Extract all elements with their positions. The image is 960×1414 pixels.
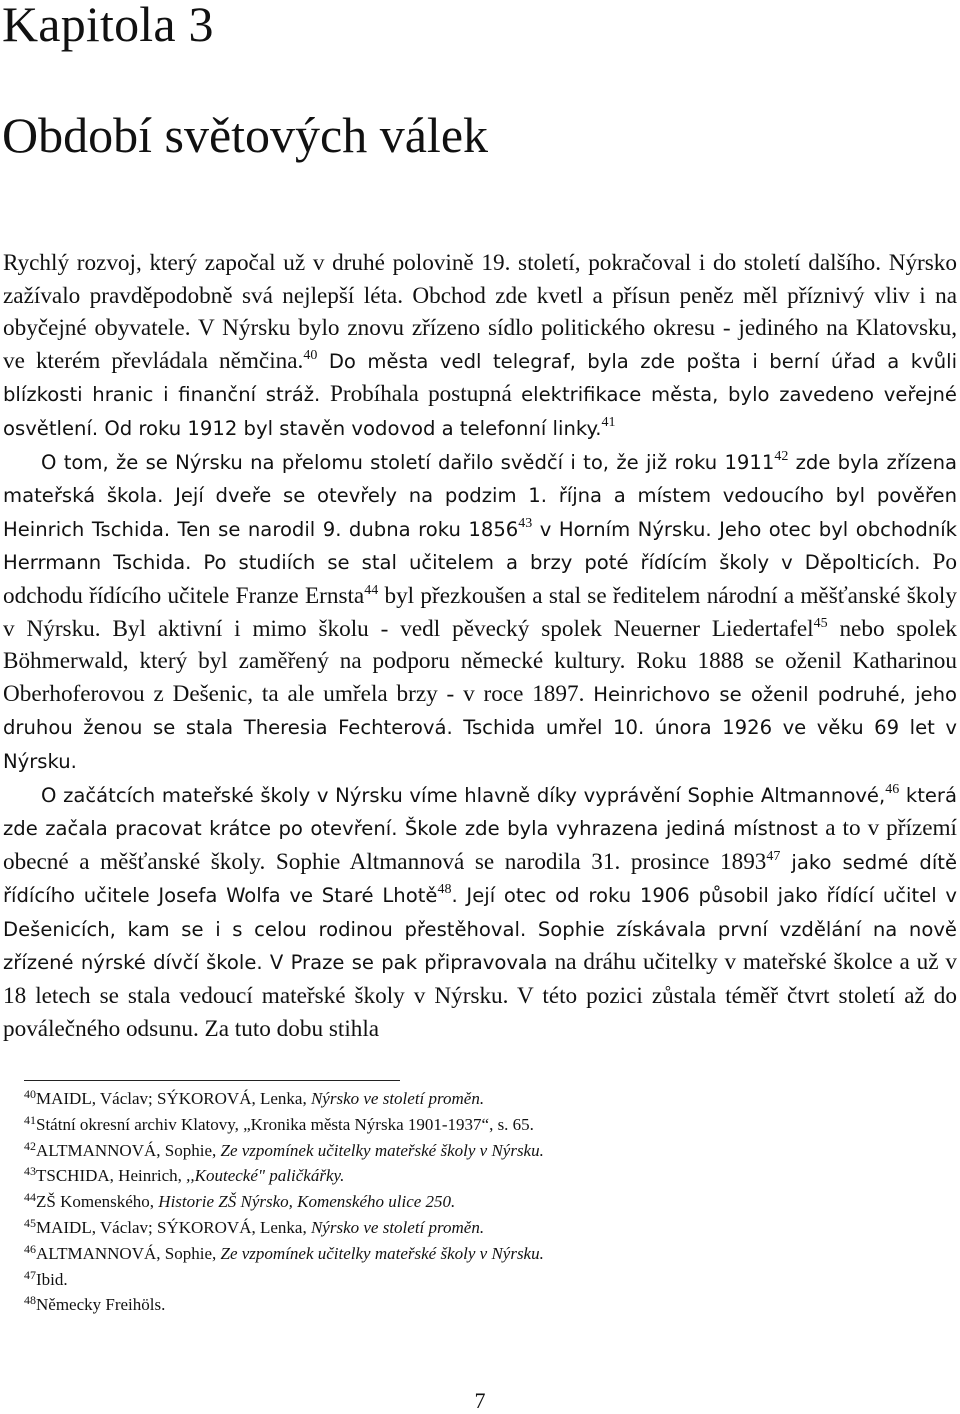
footnotes [24,1086,924,1318]
footnote-number: 42 [24,1138,36,1153]
body-paragraph [3,779,957,1046]
footnote-item [24,1189,924,1215]
text-run: která zde začala pracovat krátce po otevření. Škole zde byla vyhrazena jediná místnost [3,783,957,841]
footnote-text: Ibid. [36,1269,68,1289]
text-run: Rychlý rozvoj, který započal už v druhé polovině 19. století, pokračoval i do století dalšího. Nýrsko zažívalo pravděpodobně svá nejlepší léta. Obchod zde kvetl a přísun peněz měl příznivý vliv i na obyčejné obyvatele. V Nýrsku bylo znovu zřízeno sídlo politického okresu - jediného na Klatovsku, ve kterém převládala němčina. [3,250,957,374]
footnote-text: Německy Freihöls. [36,1295,166,1315]
footnote-number: 40 [24,1087,36,1101]
footnote-number: 41 [24,1112,36,1127]
footnote-text: ZŠ Komenského, [36,1192,159,1212]
footnote-text: Státní okresní archiv Klatovy, „Kronika města Nýrska 1901-1937“, s. 65. [36,1114,534,1134]
footnote-number: 45 [24,1215,36,1230]
footnote-text: ALTMANNOVÁ, Sophie, [36,1243,221,1263]
footnote-title: ,,Koutecké" paličkářky. [186,1166,345,1186]
footnote-reference: 43 [518,515,533,531]
footnote-number: 46 [24,1241,36,1256]
text-run: nebo spolek Böhmerwald, který byl zaměřený na podporu německé kultury. Roku 1888 se oženil Katharinou Oberhoferovou z Dešenic, ta ale umřela brzy - v roce 1897. [3,615,957,707]
footnote-title: Nýrsko ve století proměn. [310,1217,485,1237]
text-run: Probíhala postupná [329,381,522,408]
footnote-item [24,1086,924,1112]
body-text [3,247,957,1045]
text-run: elektrifikace města, bylo zavedeno veřejné osvětlení. Od roku 1912 byl stavěn vodovod a telefonní linky. [3,383,957,440]
footnote-item [24,1241,924,1267]
page-number: 7 [474,1388,486,1413]
footnote-item [24,1163,924,1189]
text-run: zde byla zřízena mateřská škola. Její dveře se otevřely na podzim 1. října a místem vedoucího byl pověřen Heinrich Tschida. Ten se narodil 9. dubna roku 1856 [3,450,957,541]
footnote-separator [24,1080,400,1081]
footnote-reference: 46 [885,781,900,797]
chapter-label: Kapitola 3 [2,0,214,52]
text-run: Po odchodu řídícího učitele Franze Ernsta [3,549,957,609]
text-run: a to v přízemí obecné a měšťanské školy. Sophie Altmannová se narodila 31. prosince 1893 [3,815,957,875]
footnote-number: 47 [24,1267,36,1282]
footnote-title: Ze vzpomínek učitelky mateřské školy v Nýrsku. [220,1243,544,1263]
footnote-text: TSCHIDA, Heinrich, [36,1166,187,1186]
footnote-reference: 47 [766,848,781,864]
footnote-item [24,1267,924,1293]
footnote-title: Nýrsko ve století proměn. [310,1089,485,1108]
footnote-reference: 42 [774,448,789,464]
footnote-text: ALTMANNOVÁ, Sophie, [36,1140,221,1160]
text-run: byl přezkoušen a stal se ředitelem národní a měšťanské školy v Nýrsku. Byl aktivní i mimo školu - vedl pěvecký spolek Neuerner Liedertafel [3,582,957,642]
chapter-title: Období světových válek [2,107,489,163]
footnote-number: 48 [24,1293,36,1308]
footnote-reference: 40 [303,347,318,363]
footnote-title: Historie ZŠ Nýrsko, Komenského ulice 250. [158,1192,456,1212]
footnote-number: 43 [24,1164,36,1179]
footnote-reference: 41 [601,414,616,430]
text-run: O tom, že se Nýrsku na přelomu století dařilo svědčí i to, že již roku 1911 [41,450,775,474]
text-run: v Horním Nýrsku. Jeho otec byl obchodník Herrmann Tschida. Po studiích se stal učitelem a brzy poté řídícím školy v Děpolticích. [3,517,957,575]
footnote-item [24,1215,924,1241]
text-run: Heinrichovo se oženil podruhé, jeho druhou ženou se stala Theresia Fechterová. Tschida umřel 10. února 1926 ve věku 69 let v Nýrsku. [3,682,957,773]
footnote-item [24,1292,924,1318]
footnote-item [24,1112,924,1138]
footnote-item [24,1138,924,1164]
text-run: . Její otec od roku 1906 působil jako řídící učitel v Dešenicích, kam se i s celou rodinou přestěhoval. Sophie získávala první vzdělání na nově zřízené nýrské dívčí škole. V Praze se pak připravovala [3,884,957,975]
text-run: O začátcích mateřské školy v Nýrsku víme hlavně díky vyprávění Sophie Altmannové, [41,783,886,807]
footnote-reference: 48 [437,882,452,898]
body-paragraph [3,446,957,779]
footnote-reference: 44 [364,582,379,598]
text-run: na dráhu učitelky v mateřské školce a už v 18 letech se stala vedoucí mateřské školy v Nýrsku. V této pozici zůstala téměř čtvrt století až do poválečného odsunu. Za tuto dobu stihla [3,949,957,1042]
footnote-title: Ze vzpomínek učitelky mateřské školy v Nýrsku. [220,1140,544,1160]
footnote-number: 44 [24,1190,36,1205]
footnote-text: MAIDL, Václav; SÝKOROVÁ, Lenka, [36,1217,311,1237]
text-run: Do města vedl telegraf, byla zde pošta i berní úřad a kvůli blízkosti hranic i finanční stráž. [3,349,958,407]
body-paragraph [3,247,957,446]
footnote-reference: 45 [813,615,828,631]
text-run: jako sedmé dítě řídícího učitele Josefa Wolfa ve Staré Lhotě [3,850,957,908]
footnote-text: MAIDL, Václav; SÝKOROVÁ, Lenka, [36,1089,311,1108]
